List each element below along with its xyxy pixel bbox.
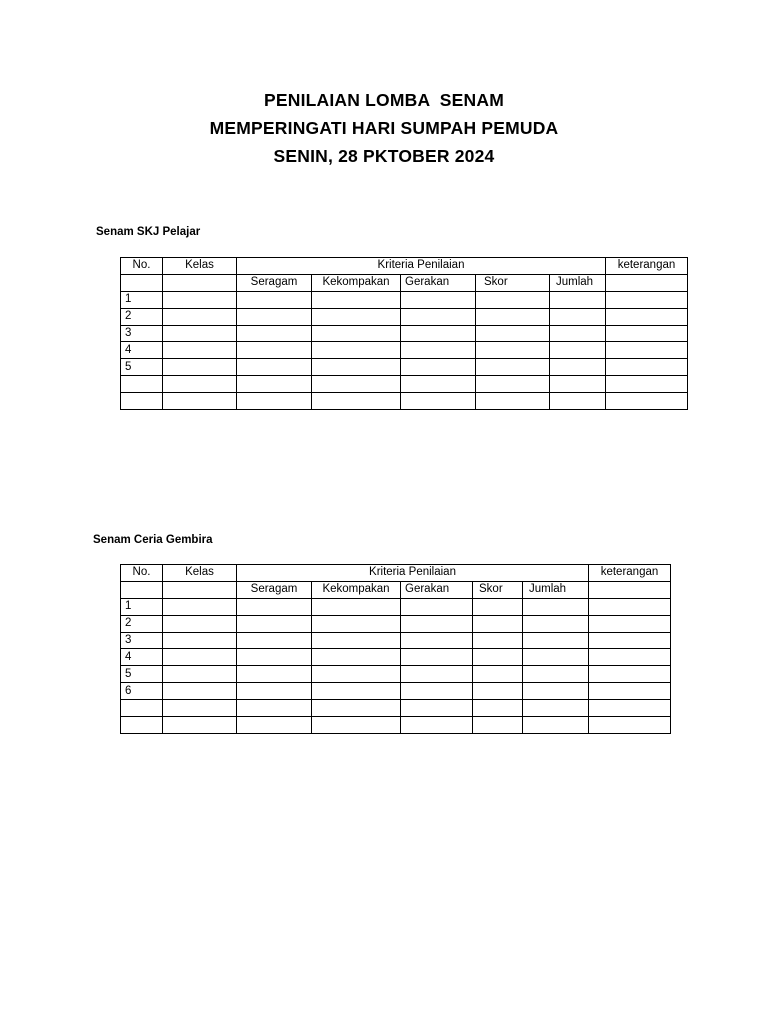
table-cell — [163, 666, 237, 683]
row-number — [121, 376, 163, 393]
table-row — [121, 717, 671, 734]
table-cell — [589, 683, 671, 700]
criteria-header: Skor — [473, 581, 523, 598]
table-cell — [606, 308, 688, 325]
table-cell — [523, 717, 589, 734]
table-cell — [589, 700, 671, 717]
table-cell — [476, 342, 550, 359]
title-line-2: MEMPERINGATI HARI SUMPAH PEMUDA — [209, 118, 559, 138]
table-cell — [473, 649, 523, 666]
table-row — [121, 598, 671, 615]
table-cell — [237, 666, 312, 683]
table-cell — [163, 274, 237, 291]
table-cell — [473, 632, 523, 649]
table-cell — [550, 291, 606, 308]
table-cell — [163, 615, 237, 632]
table-cell — [312, 291, 401, 308]
table-cell — [312, 666, 401, 683]
row-number — [121, 700, 163, 717]
table-cell — [163, 393, 237, 410]
table-cell — [237, 717, 312, 734]
table-cell — [476, 376, 550, 393]
table-cell — [606, 325, 688, 342]
col-header-keterangan: keterangan — [589, 565, 671, 582]
table-cell — [163, 632, 237, 649]
table-cell — [473, 700, 523, 717]
title-line-3: SENIN, 28 PKTOBER 2024 — [273, 146, 495, 166]
table-cell — [312, 376, 401, 393]
table-row — [121, 393, 688, 410]
criteria-header: Kekompakan — [312, 581, 401, 598]
table-cell — [523, 700, 589, 717]
criteria-header: Kekompakan — [312, 274, 401, 291]
table-subheader-row — [121, 581, 671, 598]
table-cell — [523, 666, 589, 683]
table-cell — [550, 376, 606, 393]
table-cell — [163, 308, 237, 325]
table-cell — [401, 700, 473, 717]
table-cell — [163, 291, 237, 308]
table-cell — [401, 308, 476, 325]
row-number: 2 — [121, 615, 163, 632]
row-number: 4 — [121, 342, 163, 359]
table-row — [121, 376, 688, 393]
table-cell — [606, 376, 688, 393]
table-row — [121, 615, 671, 632]
section-label-skj: Senam SKJ Pelajar — [96, 226, 201, 238]
table-cell — [401, 342, 476, 359]
criteria-header: Seragam — [237, 581, 312, 598]
table-cell — [476, 308, 550, 325]
table-cell — [163, 598, 237, 615]
table-cell — [473, 598, 523, 615]
table-cell — [237, 632, 312, 649]
section-label-ceria: Senam Ceria Gembira — [93, 534, 213, 546]
table-row — [121, 359, 688, 376]
table-cell — [312, 598, 401, 615]
table-cell — [163, 359, 237, 376]
table-header-row — [121, 258, 688, 275]
table-cell — [550, 325, 606, 342]
table-cell — [163, 700, 237, 717]
col-header-kriteria: Kriteria Penilaian — [237, 258, 606, 275]
table-cell — [606, 291, 688, 308]
row-number — [121, 393, 163, 410]
table-cell — [401, 598, 473, 615]
score-table-skj — [120, 257, 688, 410]
table-cell — [476, 325, 550, 342]
col-header-kelas: Kelas — [163, 565, 237, 582]
table-cell — [312, 308, 401, 325]
row-number: 2 — [121, 308, 163, 325]
table-cell — [589, 632, 671, 649]
row-number: 5 — [121, 666, 163, 683]
table-cell — [473, 615, 523, 632]
table-cell — [550, 308, 606, 325]
col-header-keterangan: keterangan — [606, 258, 688, 275]
table-cell — [237, 376, 312, 393]
row-number: 3 — [121, 325, 163, 342]
table-cell — [473, 683, 523, 700]
table-cell — [401, 666, 473, 683]
table-cell — [163, 683, 237, 700]
criteria-header: Seragam — [237, 274, 312, 291]
table-cell — [589, 666, 671, 683]
col-header-no: No. — [121, 565, 163, 582]
table-row — [121, 308, 688, 325]
table-cell — [401, 359, 476, 376]
table-cell — [550, 342, 606, 359]
table-cell — [473, 717, 523, 734]
table-body — [121, 598, 671, 733]
table-row — [121, 683, 671, 700]
table-cell — [606, 393, 688, 410]
table-cell — [401, 717, 473, 734]
table-cell — [312, 700, 401, 717]
table-cell — [606, 359, 688, 376]
table-cell — [163, 376, 237, 393]
table-cell — [523, 683, 589, 700]
table-cell — [237, 359, 312, 376]
table-cell — [589, 581, 671, 598]
table-cell — [550, 359, 606, 376]
table-cell — [237, 325, 312, 342]
criteria-header: Jumlah — [523, 581, 589, 598]
table-cell — [237, 598, 312, 615]
criteria-header: Gerakan — [401, 581, 473, 598]
table-row — [121, 666, 671, 683]
table-cell — [237, 308, 312, 325]
col-header-kelas: Kelas — [163, 258, 237, 275]
table-cell — [401, 291, 476, 308]
table-cell — [237, 683, 312, 700]
table-cell — [121, 274, 163, 291]
table-cell — [401, 393, 476, 410]
table-cell — [476, 359, 550, 376]
table-cell — [523, 615, 589, 632]
table-cell — [237, 615, 312, 632]
table-cell — [312, 615, 401, 632]
col-header-kriteria: Kriteria Penilaian — [237, 565, 589, 582]
table-row — [121, 632, 671, 649]
table-cell — [163, 325, 237, 342]
table-cell — [401, 376, 476, 393]
title-line-1: PENILAIAN LOMBA SENAM — [263, 90, 504, 110]
criteria-header: Jumlah — [550, 274, 606, 291]
row-number: 3 — [121, 632, 163, 649]
table-cell — [312, 632, 401, 649]
table-cell — [237, 291, 312, 308]
row-number: 6 — [121, 683, 163, 700]
row-number: 5 — [121, 359, 163, 376]
table-cell — [312, 359, 401, 376]
table-cell — [237, 342, 312, 359]
table-header-row — [121, 565, 671, 582]
table-cell — [312, 325, 401, 342]
table-body — [121, 291, 688, 409]
table-cell — [401, 632, 473, 649]
criteria-header: Skor — [476, 274, 550, 291]
table-cell — [237, 393, 312, 410]
table-cell — [606, 342, 688, 359]
table-cell — [312, 342, 401, 359]
table-row — [121, 649, 671, 666]
table-cell — [163, 717, 237, 734]
table-cell — [163, 342, 237, 359]
table-cell — [237, 700, 312, 717]
table-row — [121, 342, 688, 359]
table-cell — [523, 632, 589, 649]
score-table-ceria — [120, 564, 671, 734]
criteria-header: Gerakan — [401, 274, 476, 291]
table-cell — [589, 615, 671, 632]
table-cell — [476, 291, 550, 308]
table-cell — [606, 274, 688, 291]
table-row — [121, 291, 688, 308]
table-cell — [589, 717, 671, 734]
table-row — [121, 700, 671, 717]
table-cell — [312, 393, 401, 410]
table-cell — [589, 649, 671, 666]
table-cell — [401, 683, 473, 700]
table-cell — [401, 649, 473, 666]
table-cell — [473, 666, 523, 683]
table-cell — [523, 598, 589, 615]
table-row — [121, 325, 688, 342]
table-cell — [163, 581, 237, 598]
table-cell — [401, 615, 473, 632]
table-cell — [550, 393, 606, 410]
table-cell — [401, 325, 476, 342]
row-number: 4 — [121, 649, 163, 666]
table-cell — [523, 649, 589, 666]
table-cell — [312, 717, 401, 734]
table-cell — [312, 649, 401, 666]
row-number: 1 — [121, 598, 163, 615]
table-cell — [476, 393, 550, 410]
table-cell — [312, 683, 401, 700]
row-number: 1 — [121, 291, 163, 308]
row-number — [121, 717, 163, 734]
table-cell — [589, 598, 671, 615]
table-cell — [121, 581, 163, 598]
col-header-no: No. — [121, 258, 163, 275]
table-subheader-row — [121, 274, 688, 291]
table-cell — [237, 649, 312, 666]
table-cell — [163, 649, 237, 666]
